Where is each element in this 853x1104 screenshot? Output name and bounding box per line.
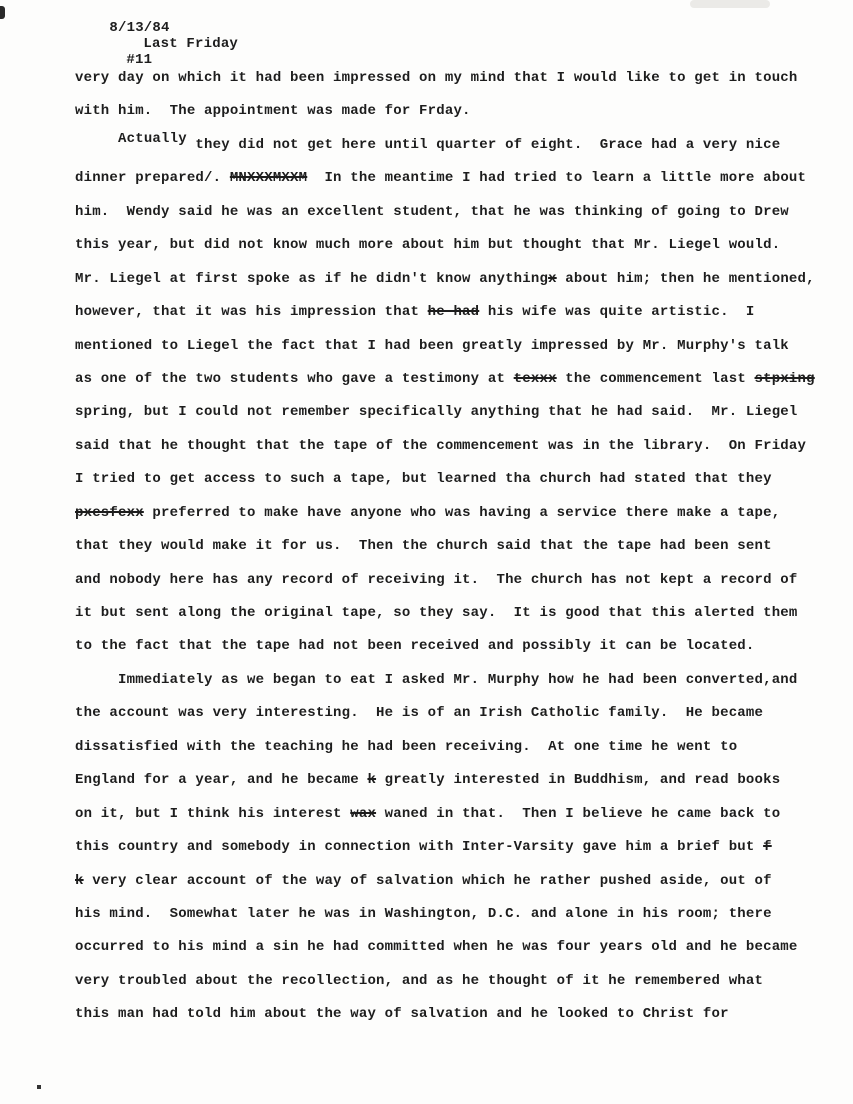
text-line [75,731,833,764]
text-segment: this year, but did not know much more about him but thought that Mr. Liegel would. [75,237,781,254]
text-segment: mentioned to Liegel the fact that I had been greatly impressed by Mr. Murphy's talk [75,337,789,354]
text-line [75,998,833,1031]
text-segment: dissatisfied with the teaching he had been receiving. At one time he went to [75,738,738,755]
text-segment: to the fact that the tape had not been received and possibly it can be located. [75,638,755,655]
text-segment: I tried to get access to such a tape, but learned tha church had stated that they [75,471,772,488]
text-segment: said that he thought that the tape of the commencement was in the library. On Friday [75,437,807,454]
text-line [75,430,833,463]
text-line [75,831,833,864]
struck-text: x [548,270,557,287]
text-segment: they did not get here until quarter of eight. Grace had a very nice [186,136,781,153]
text-line [75,330,833,363]
text-line [75,396,833,429]
text-segment: very troubled about the recollection, and as he thought of it he remembered what [75,972,764,989]
text-segment: very day on which it had been impressed on my mind that I would like to get in touch [75,70,798,86]
text-line [75,764,833,797]
text-line [75,196,833,229]
text-line [75,129,833,162]
struck-text: pxesfexx [75,504,144,521]
text-line [75,865,833,898]
text-segment: the account was very interesting. He is of an Irish Catholic family. He became [75,705,764,722]
text-line [75,564,833,597]
text-line [75,497,833,530]
text-segment: with him. The appointment was made for Frday. [75,103,471,120]
struck-text: k [75,872,84,889]
text-segment: and nobody here has any record of receiving it. The church has not kept a record of [75,571,798,588]
scan-dot-artifact [37,1085,41,1089]
text-segment: occurred to his mind a sin he had committed when he was four years old and he became [75,939,798,956]
text-segment [75,137,118,153]
struck-text: texxx [513,370,557,387]
struck-text: f [763,839,772,856]
scan-edge-mark [0,6,5,19]
text-line [75,229,833,262]
text-segment: about him; then he mentioned, [556,270,815,287]
text-line [75,263,833,296]
struck-text: he-had [427,304,480,321]
text-line [75,630,833,663]
text-segment: dinner prepared/. [75,170,230,187]
text-segment: as one of the two students who gave a testimony at [75,370,514,387]
struck-text: stpxing [754,370,815,387]
scan-smudge [690,0,770,8]
text-line [75,931,833,964]
text-line [75,162,833,195]
text-segment: this man had told him about the way of salvation and he looked to Christ for [75,1006,729,1023]
document-lines [75,62,833,1032]
struck-text: MNXXXMXXM [229,170,308,187]
text-segment: Actually [118,130,187,147]
text-segment: his wife was quite artistic. I [479,304,755,321]
text-line [75,296,833,329]
text-segment: the commencement last [556,370,755,387]
header-date: 8/13/84 [109,20,170,36]
text-segment: preferred to make have anyone who was having a service there make a tape, [143,504,781,521]
text-line [75,95,833,128]
text-segment: very clear account of the way of salvation which he rather pushed aside, out of [83,872,772,889]
text-segment: however, that it was his impression that [75,304,428,321]
text-segment: this country and somebody in connection with Inter-Varsity gave him a brief but [75,839,764,856]
text-line [75,798,833,831]
text-segment: his mind. Somewhat later he was in Washington, D.C. and alone in his room; there [75,905,772,922]
text-segment: England for a year, and he became [75,772,368,789]
header-number: #11 [126,52,153,68]
text-segment: on it, but I think his interest [75,805,351,822]
text-line [75,530,833,563]
header-title: Last Friday [143,36,239,52]
text-line [75,664,833,697]
struck-text: wax [350,805,377,822]
text-segment: spring, but I could not remember specifically anything that he had said. Mr. Liegel [75,404,798,421]
text-segment: it but sent along the original tape, so they say. It is good that this alerted them [75,605,798,621]
text-segment: greatly interested in Buddhism, and read books [376,772,781,789]
text-segment: Mr. Liegel at first spoke as if he didn't know anything [75,270,549,287]
text-line [75,62,833,95]
text-line [75,597,833,630]
text-line [75,463,833,496]
text-segment: him. Wendy said he was an excellent student, that he was thinking of going to Drew [75,203,789,220]
struck-text: k [367,772,377,789]
text-segment: Immediately as we began to eat I asked Mr. Murphy how he had been converted,and [75,671,798,688]
text-line [75,363,833,396]
text-line [75,697,833,730]
text-line [75,965,833,998]
text-line [75,898,833,931]
text-segment: In the meantime I had tried to learn a little more about [307,170,807,187]
text-segment: waned in that. Then I believe he came back to [376,805,781,822]
text-segment: that they would make it for us. Then the church said that the tape had been sent [75,538,772,555]
